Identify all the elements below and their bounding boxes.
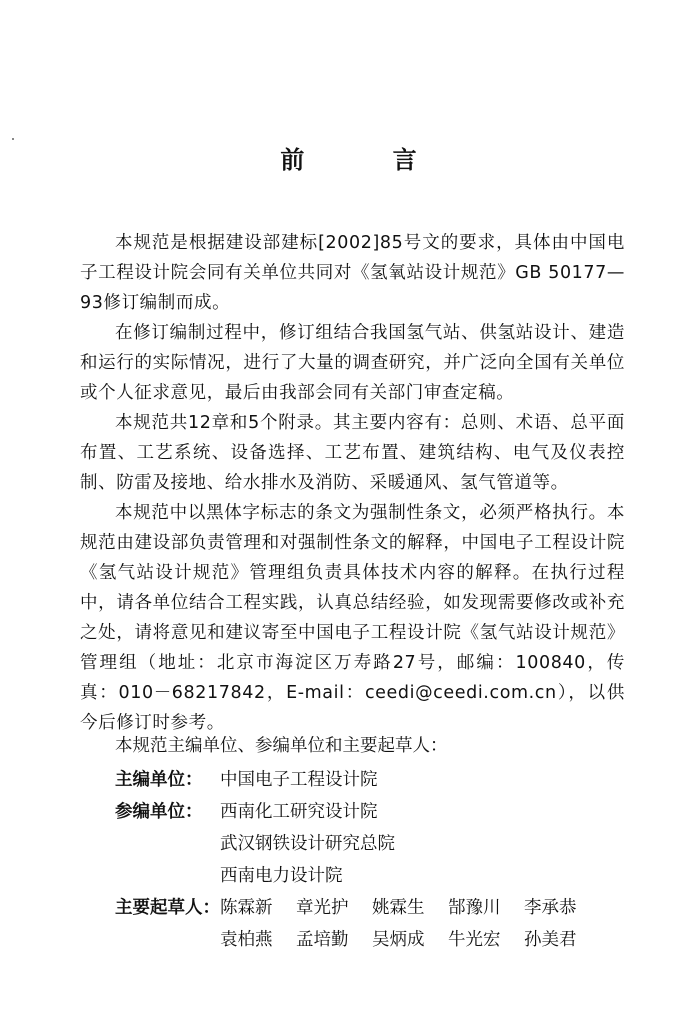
chief-unit-list: [220, 764, 378, 796]
drafters-row: [80, 892, 640, 956]
drafter-name: 吴炳成: [372, 930, 425, 950]
participating-unit: 武汉钢铁设计研究总院: [220, 834, 395, 854]
participating-unit-list: [220, 796, 395, 892]
drafter-name: 孙美君: [524, 930, 577, 950]
participating-unit-label: 参编单位：: [115, 802, 203, 822]
drafter-name: 牛光宏: [448, 930, 501, 950]
drafter-name: 陈霖新: [220, 898, 273, 918]
drafter-name: 孟培勤: [296, 930, 349, 950]
drafter-name: 李承恭: [524, 898, 577, 918]
page-title: 前 言: [280, 146, 457, 174]
paragraph-contents: 本规范共12章和5个附录。其主要内容有：总则、术语、总平面布置、工艺系统、设备选择、工艺布置、建筑结构、电气及仪表控制、防雷及接地、给水排水及消防、采暖通风、氢气管道等。: [80, 413, 625, 493]
paragraph-basis: 本规范是根据建设部建标[2002]85号文的要求，具体由中国电子工程设计院会同有关单位共同对《氢氧站设计规范》GB 50177—93修订编制而成。: [80, 233, 625, 313]
paragraph-mandatory: 本规范中以黑体字标志的条文为强制性条文，必须严格执行。本规范由建设部负责管理和对强制性条文的解释，中国电子工程设计院《氢气站设计规范》管理组负责具体技术内容的解释。在执行过程中，请各单位结合工程实践，认真总结经验，如发现需要修改或补充之处，请将意见和建议寄至中国电子工程设计院《氢气站设计规范》管理组（地址：北京市海淀区万寿路27号，邮编：100840，传真：010－68217842，E-mail：ceedi@ceedi.com.cn），以供今后修订时参考。: [80, 503, 625, 733]
participating-unit: 西南电力设计院: [220, 866, 343, 886]
drafter-name: 袁柏燕: [220, 930, 273, 950]
chief-unit-label: 主编单位：: [115, 770, 203, 790]
paragraph-process: 在修订编制过程中，修订组结合我国氢气站、供氢站设计、建造和运行的实际情况，进行了大量的调查研究，并广泛向全国有关单位或个人征求意见，最后由我部会同有关部门审查定稿。: [80, 323, 625, 403]
credits-intro: 本规范主编单位、参编单位和主要起草人：: [115, 736, 448, 756]
participating-unit-row: [80, 796, 640, 892]
drafters-list: [220, 892, 600, 956]
chief-unit: 中国电子工程设计院: [220, 770, 378, 790]
drafter-name: 姚霖生: [372, 898, 425, 918]
credits-section: [80, 730, 640, 956]
drafter-name: 章光护: [296, 898, 349, 918]
preface-body: [80, 228, 625, 738]
participating-unit: 西南化工研究设计院: [220, 802, 378, 822]
drafter-name: 郜豫川: [448, 898, 501, 918]
drafters-label: 主要起草人：: [115, 898, 220, 918]
chief-unit-row: [80, 764, 640, 796]
